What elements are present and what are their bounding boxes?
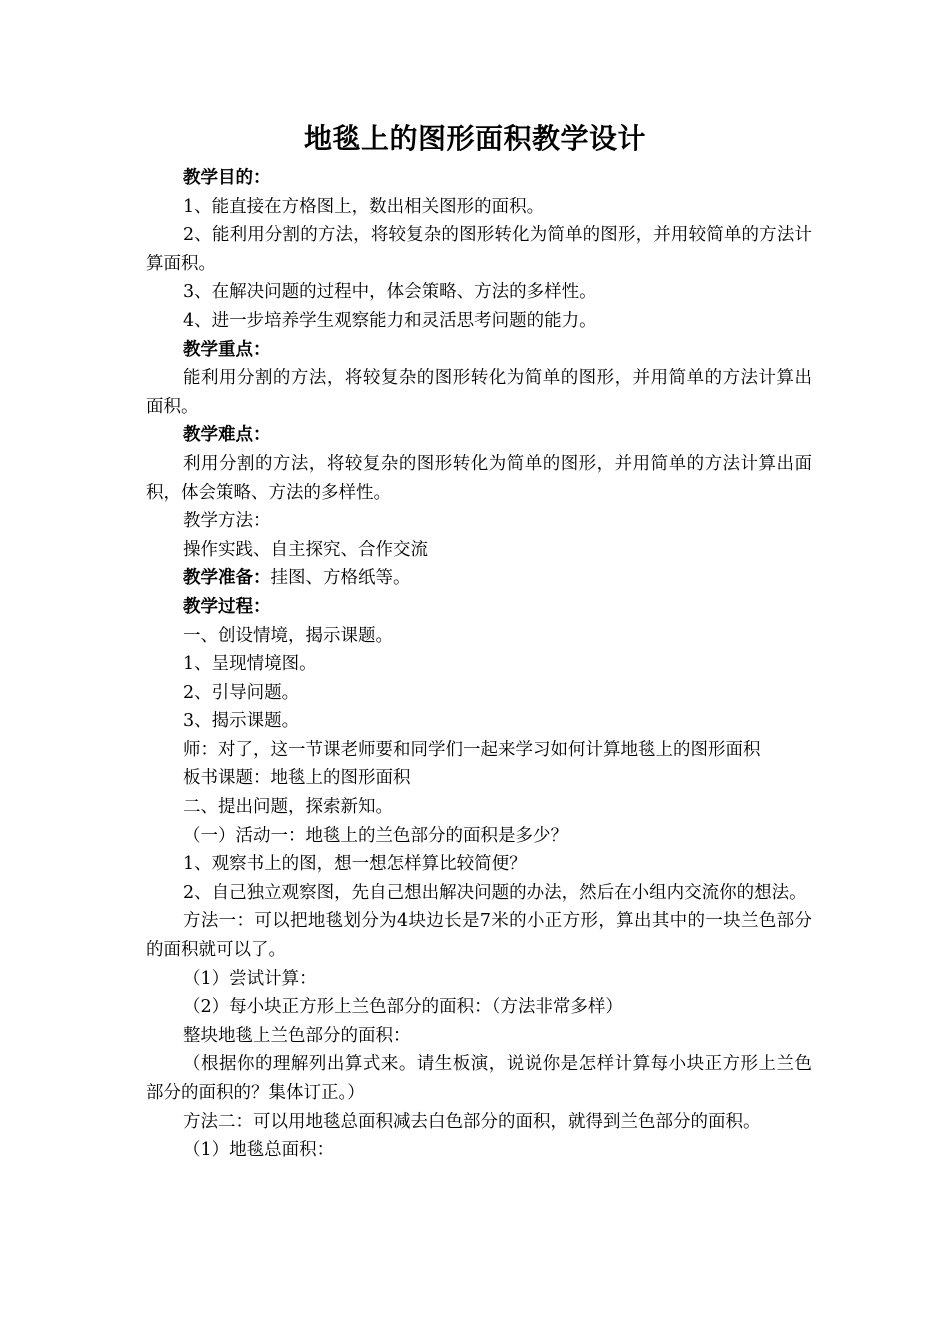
prep-line xyxy=(146,564,812,593)
method-heading: 教学方法： xyxy=(183,511,271,532)
prep-text: 挂图、方格纸等。 xyxy=(270,568,411,589)
goal-item: 4、进一步培养学生观察能力和灵活思考问题的能力。 xyxy=(183,310,597,331)
goals-heading: 教学目的： xyxy=(183,168,271,188)
process-heading: 教学过程： xyxy=(183,596,271,617)
process-item: 师：对了，这一节课老师要和同学们一起来学习如何计算地毯上的图形面积 xyxy=(183,739,761,760)
key-heading: 教学重点： xyxy=(183,339,271,360)
process-item: （1）尝试计算： xyxy=(183,968,317,989)
key-text: 能利用分割的方法，将较复杂的图形转化为简单的图形，并用简单的方法计算出面积。 xyxy=(146,368,812,417)
process-item: 板书课题：地毯上的图形面积 xyxy=(183,768,411,789)
document-title: 地毯上的图形面积教学设计 xyxy=(303,122,646,155)
process-item: 二、提出问题，探索新知。 xyxy=(183,797,393,818)
method-text: 操作实践、自主探究、合作交流 xyxy=(183,539,428,560)
process-item: （一）活动一：地毯上的兰色部分的面积是多少？ xyxy=(183,825,568,846)
process-item: 1、呈现情境图。 xyxy=(183,654,317,675)
process-item: （1）地毯总面积： xyxy=(183,1140,335,1161)
process-item: 2、自己独立观察图，先自己想出解决问题的办法，然后在小组内交流你的想法。 xyxy=(183,882,807,903)
process-item: （根据你的理解列出算式来。请生板演，说说你是怎样计算每小块正方形上兰色部分的面积的？集体订正。） xyxy=(146,1054,812,1103)
difficulty-text: 利用分割的方法，将较复杂的图形转化为简单的图形，并用简单的方法计算出面积，体会策略、方法的多样性。 xyxy=(146,453,812,503)
process-item: 方法二：可以用地毯总面积减去白色部分的面积，就得到兰色部分的面积。 xyxy=(183,1111,761,1132)
difficulty-heading: 教学难点： xyxy=(183,425,271,446)
goal-item: 2、能利用分割的方法，将较复杂的图形转化为简单的图形，并用较简单的方法计算面积。 xyxy=(146,225,812,274)
process-item: （2）每小块正方形上兰色部分的面积：（方法非常多样） xyxy=(183,997,623,1018)
process-item: 方法一：可以把地毯划分为4块边长是7米的小正方形，算出其中的一块兰色部分的面积就可以了。 xyxy=(146,911,812,961)
goal-item: 3、在解决问题的过程中，体会策略、方法的多样性。 xyxy=(183,282,597,303)
process-item: 3、揭示课题。 xyxy=(183,711,300,732)
process-item: 1、观察书上的图，想一想怎样算比较简便？ xyxy=(183,854,527,875)
process-item: 一、创设情境，揭示课题。 xyxy=(183,625,393,646)
process-item: 2、引导问题。 xyxy=(183,682,300,703)
prep-heading: 教学准备： xyxy=(183,568,271,589)
document-body xyxy=(146,164,812,1165)
goal-item: 1、能直接在方格图上，数出相关图形的面积。 xyxy=(183,196,545,217)
process-item: 整块地毯上兰色部分的面积： xyxy=(183,1025,411,1046)
